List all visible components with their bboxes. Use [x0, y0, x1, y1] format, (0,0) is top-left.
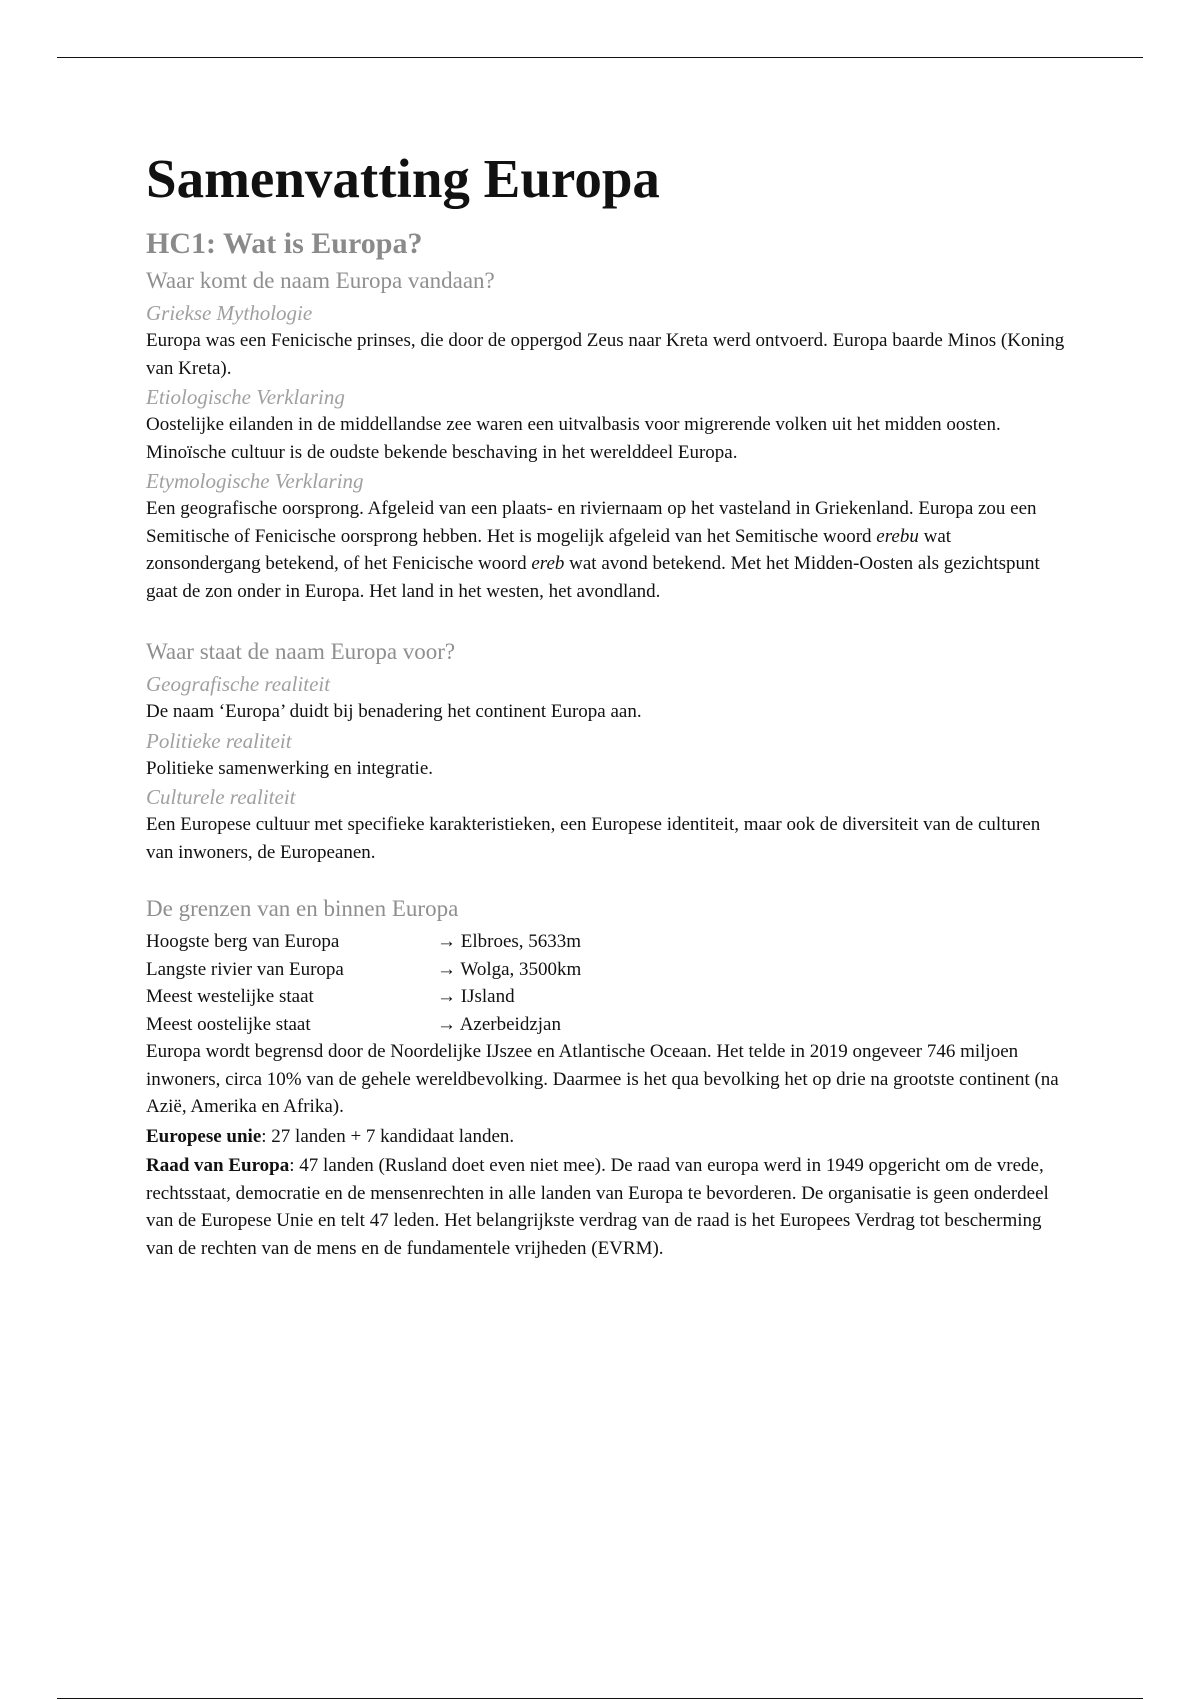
paragraph-political: Politieke samenwerking en integratie.: [146, 757, 434, 779]
fact-label: Langste rivier van Europa: [146, 958, 344, 980]
term-ereb: ereb: [531, 553, 565, 574]
fact-row: [146, 928, 1066, 956]
fact-label: Meest oostelijke staat: [146, 1013, 311, 1035]
section-borders: [146, 894, 1066, 1262]
fact-value: → Azerbeidzjan: [437, 1013, 561, 1035]
subheading-etymological: Etymologische Verklaring: [146, 469, 364, 493]
council-label: Raad van Europa: [146, 1155, 290, 1176]
subheading-political: Politieke realiteit: [146, 728, 292, 753]
paragraph-geographic: De naam ‘Europa’ duidt bij benadering het continent Europa aan.: [146, 701, 642, 722]
section-heading: De grenzen van en binnen Europa: [146, 896, 459, 921]
paragraph-etymological: [146, 495, 1066, 605]
facts-list: [146, 928, 1066, 1038]
section-heading: Waar komt de naam Europa vandaan?: [146, 268, 495, 293]
paragraph-eu: [146, 1123, 1066, 1151]
subheading-etiological: Etiologische Verklaring: [146, 385, 345, 409]
eu-text: : 27 landen + 7 kandidaat landen.: [261, 1125, 515, 1147]
fact-row: [146, 983, 1066, 1011]
subheading-geographic: Geografische realiteit: [146, 672, 331, 696]
fact-value: → Elbroes, 5633m: [437, 931, 582, 952]
fact-value: → IJsland: [437, 986, 515, 1007]
subheading-cultural: Culturele realiteit: [146, 785, 296, 809]
fact-row: [146, 1011, 1066, 1039]
chapter-heading: HC1: Wat is Europa?: [146, 227, 423, 260]
paragraph-borders: Europa wordt begrensd door de Noordelijke IJszee en Atlantische Oceaan. Het telde in 2019 ongeveer 746 miljoen inwoners, circa 10% van de gehele wereldbevolking. Daarmee is het qua bevolking het op drie na grootste continent (na Azië, Amerika en Afrika).: [146, 1041, 1059, 1117]
council-text: : 47 landen (Rusland doet even niet mee). De raad van europa werd in 1949 opgericht om de vrede, rechtsstaat, democratie en de mensenrechten in alle landen van Europa te bevorderen. De organisatie is geen onderdeel van de Europese Unie en telt 47 leden. Het belangrijkste verdrag van de raad is het Europees Verdrag tot bescherming van de rechten van de mens en de fundamentele vrijheden (EVRM).: [146, 1155, 1049, 1259]
header-rule: [57, 57, 1143, 58]
fact-value: → Wolga, 3500km: [437, 958, 582, 980]
document-body: [146, 148, 1066, 1264]
text-fragment: Een geografische oorsprong. Afgeleid van een plaats- en riviernaam op het vasteland in Griekenland. Europa zou een Semitische of Fenicische oorsprong hebben. Het is mogelijk afgeleid van het Semitische woord: [146, 498, 1037, 547]
fact-row: [146, 956, 1066, 984]
text-fragment: wat zonsondergang betekend, of het Fenicische woord: [146, 525, 952, 574]
section-name-origin: [146, 266, 1066, 605]
term-erebu: erebu: [876, 525, 919, 547]
subheading-greek-mythology: Griekse Mythologie: [146, 301, 313, 325]
section-heading: Waar staat de naam Europa voor?: [146, 639, 456, 664]
eu-label: Europese unie: [146, 1125, 262, 1147]
section-name-meaning: [146, 637, 1066, 866]
paragraph-cultural: Een Europese cultuur met specifieke karakteristieken, een Europese identiteit, maar ook de diversiteit van de culturen van inwoners, de Europeanen.: [146, 814, 1041, 863]
paragraph-greek-mythology: Europa was een Fenicische prinses, die door de oppergod Zeus naar Kreta werd ontvoerd. Europa baarde Minos (Koning van Kreta).: [146, 330, 1065, 379]
paragraph-etiological: Oostelijke eilanden in de middellandse zee waren een uitvalbasis voor migrerende volken uit het midden oosten. Minoïsche cultuur is de oudste bekende beschaving in het werelddeel Europa.: [146, 414, 1001, 463]
footer-rule: [57, 1698, 1143, 1699]
text-fragment: wat avond betekend. Met het Midden-Oosten als gezichtspunt gaat de zon onder in Europa. Het land in het westen, het avondland.: [146, 553, 1040, 602]
fact-label: Meest westelijke staat: [146, 986, 314, 1007]
document-title: Samenvatting Europa: [146, 148, 660, 209]
paragraph-council: [146, 1152, 1066, 1262]
fact-label: Hoogste berg van Europa: [146, 931, 340, 952]
